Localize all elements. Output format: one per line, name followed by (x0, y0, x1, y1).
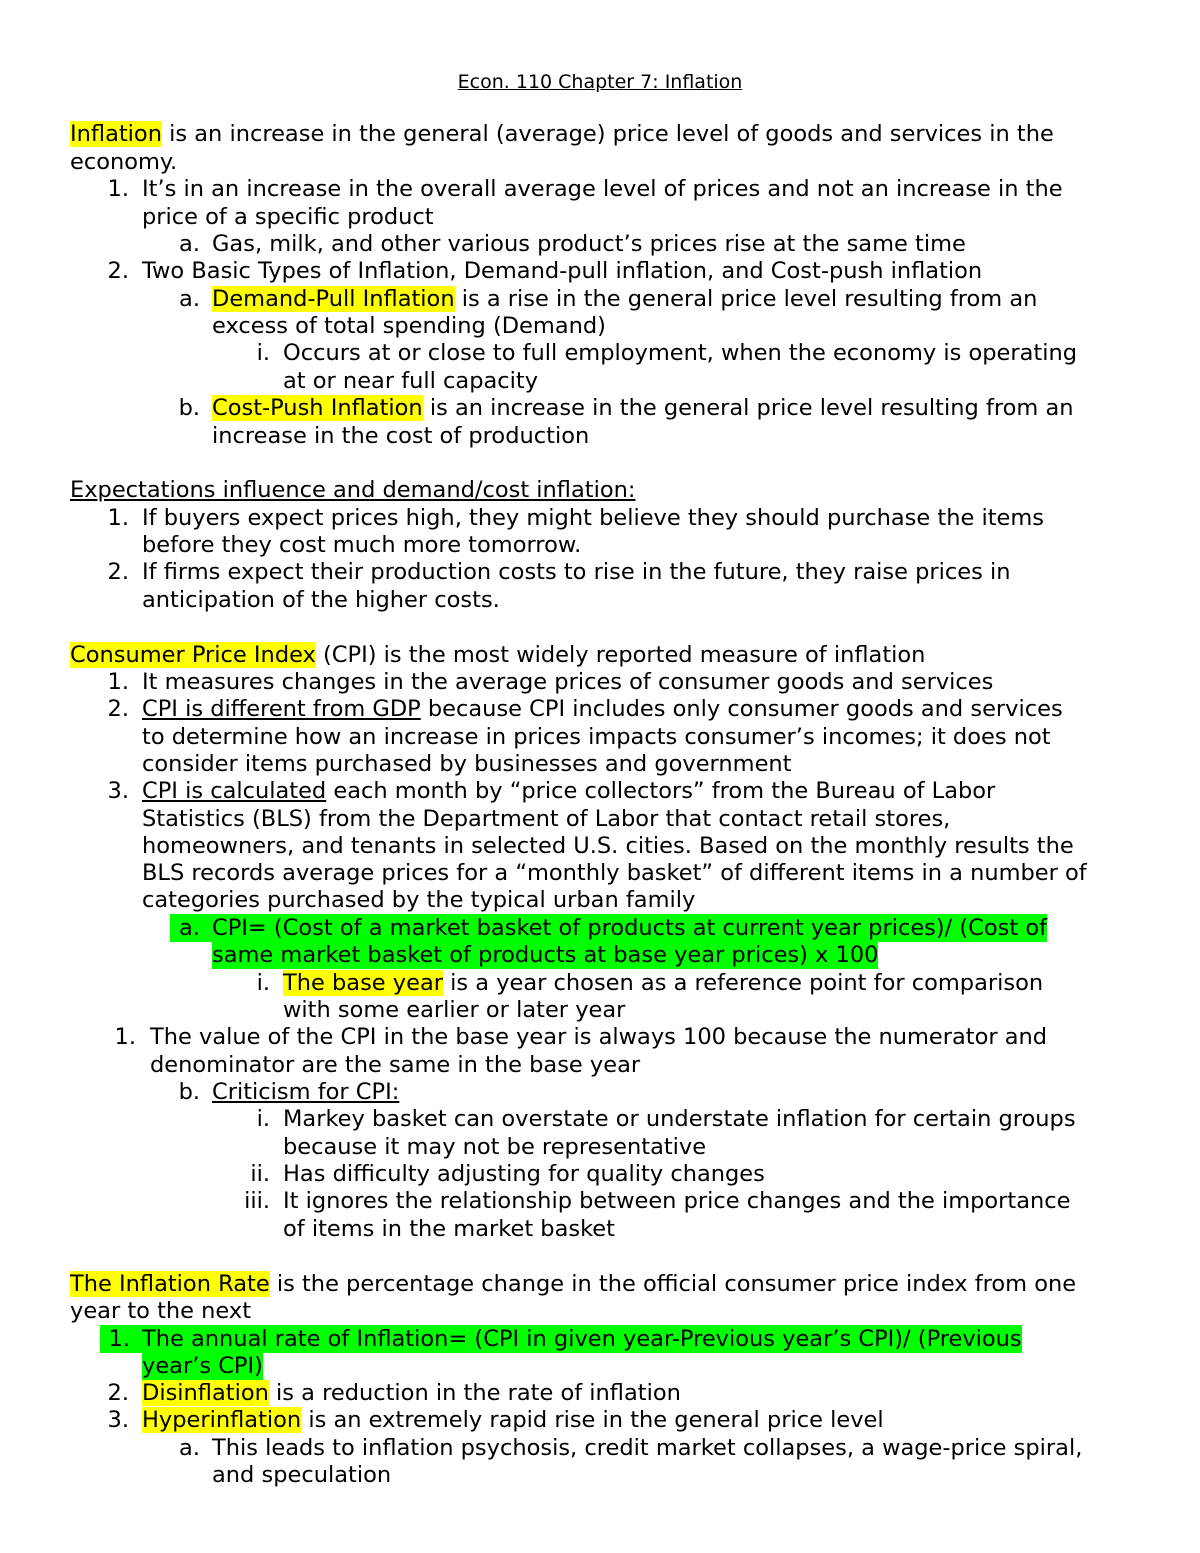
list-item-cont: with some earlier or later year (283, 997, 626, 1023)
list-item-cont: denominator are the same in the base year (150, 1052, 641, 1078)
list-marker: 2. (107, 559, 129, 585)
list-item-cont: Statistics (BLS) from the Department of Labor that contact retail stores, (142, 806, 951, 832)
list-item: Two Basic Types of Inflation, Demand-pull inflation, and Cost-push inflation (142, 258, 983, 284)
list-item-cont: because it may not be representative (283, 1134, 707, 1160)
list-item: CPI is calculated each month by “price collectors” from the Bureau of Labor (142, 778, 996, 804)
list-marker: b. (178, 1079, 200, 1105)
list-item: It measures changes in the average prices of consumer goods and services (142, 669, 994, 695)
section-heading-expectations: Expectations influence and demand/cost inflation: (70, 477, 636, 503)
list-marker: 1. (107, 176, 129, 202)
inflation-rate-formula-cont: year’s CPI) (142, 1353, 263, 1379)
list-item: Markey basket can overstate or understate inflation for certain groups (283, 1106, 1076, 1132)
list-marker: 3. (107, 1407, 129, 1433)
term-cost-push: Cost-Push Inflation (212, 395, 423, 421)
list-item-cont: consider items purchased by businesses and government (142, 751, 792, 777)
list-item-cont: to determine how an increase in prices impacts consumer’s incomes; it does not (142, 724, 1051, 750)
list-marker: 1. (100, 1325, 130, 1353)
text-line: economy. (70, 149, 178, 175)
list-item-cont: of items in the market basket (283, 1216, 615, 1242)
list-marker: 2. (107, 696, 129, 722)
term-inflation: Inflation (70, 121, 162, 147)
list-item: The base year is a year chosen as a reference point for comparison (283, 970, 1044, 996)
list-item: The value of the CPI in the base year is always 100 because the numerator and (150, 1024, 1048, 1050)
document-title: Econ. 110 Chapter 7: Inflation (457, 71, 743, 93)
list-item-cont: increase in the cost of production (212, 423, 590, 449)
list-item-cont: BLS records average prices for a “monthly basket” of different items in a number of (142, 860, 1087, 886)
list-marker: 2. (107, 1380, 129, 1406)
term-demand-pull: Demand-Pull Inflation (212, 286, 455, 312)
list-marker: iii. (244, 1188, 270, 1214)
list-item-cont: anticipation of the higher costs. (142, 587, 500, 613)
cpi-formula: CPI= (Cost of a market basket of products at current year prices)/ (Cost of (200, 914, 1047, 942)
inflation-rate-formula: The annual rate of Inflation= (CPI in given year-Previous year’s CPI)/ (Previous (130, 1325, 1022, 1353)
list-marker: a. (179, 286, 200, 312)
list-marker: 1. (107, 669, 129, 695)
list-marker: i. (256, 970, 270, 996)
list-item: Occurs at or close to full employment, when the economy is operating (283, 340, 1078, 366)
list-marker: b. (178, 395, 200, 421)
term-inflation-rate: The Inflation Rate (70, 1271, 270, 1297)
inflation-definition: Inflation is an increase in the general (average) price level of goods and services in the (70, 121, 1054, 147)
list-item: Disinflation is a reduction in the rate of inflation (142, 1380, 681, 1406)
list-item: This leads to inflation psychosis, credit market collapses, a wage-price spiral, (212, 1435, 1083, 1461)
list-item-cont: at or near full capacity (283, 368, 539, 394)
term-base-year: The base year (283, 970, 443, 996)
list-marker: a. (179, 231, 200, 257)
list-item-cont: price of a specific product (142, 204, 434, 230)
list-marker: 2. (107, 258, 129, 284)
list-item-cont: categories purchased by the typical urban family (142, 887, 696, 913)
term-hyperinflation: Hyperinflation (142, 1407, 302, 1433)
list-marker: ii. (250, 1161, 270, 1187)
text-line: year to the next (70, 1298, 252, 1324)
list-marker: 1. (107, 505, 129, 531)
list-item: Demand-Pull Inflation is a rise in the general price level resulting from an (212, 286, 1038, 312)
list-item: CPI is different from GDP because CPI includes only consumer goods and services (142, 696, 1063, 722)
list-item: It’s in an increase in the overall average level of prices and not an increase in the (142, 176, 1063, 202)
list-item-cont: and speculation (212, 1462, 392, 1488)
list-item: It ignores the relationship between price changes and the importance (283, 1188, 1071, 1214)
list-item-cont: homeowners, and tenants in selected U.S. cities. Based on the monthly results the (142, 833, 1074, 859)
list-marker: a. (179, 1435, 200, 1461)
inflation-rate-definition: The Inflation Rate is the percentage change in the official consumer price index from one (70, 1271, 1077, 1297)
list-marker: 1. (114, 1024, 136, 1050)
list-item: Has difficulty adjusting for quality changes (283, 1161, 765, 1187)
term-cpi: Consumer Price Index (70, 642, 316, 668)
cpi-definition: Consumer Price Index (CPI) is the most widely reported measure of inflation (70, 642, 926, 668)
list-marker: i. (256, 1106, 270, 1132)
list-item: If buyers expect prices high, they might believe they should purchase the items (142, 505, 1045, 531)
list-marker: i. (256, 340, 270, 366)
cpi-formula-cont: same market basket of products at base year prices) x 100 (212, 942, 879, 968)
list-item: Hyperinflation is an extremely rapid rise in the general price level (142, 1407, 884, 1433)
list-item-cont: excess of total spending (Demand) (212, 313, 606, 339)
list-marker: a. (170, 914, 200, 942)
list-item-cont: before they cost much more tomorrow. (142, 532, 582, 558)
list-marker: 3. (107, 778, 129, 804)
term-disinflation: Disinflation (142, 1380, 269, 1406)
list-item: Gas, milk, and other various product’s prices rise at the same time (212, 231, 966, 257)
list-item: Cost-Push Inflation is an increase in the general price level resulting from an (212, 395, 1074, 421)
criticism-heading: Criticism for CPI: (212, 1079, 400, 1105)
list-item: If firms expect their production costs to rise in the future, they raise prices in (142, 559, 1011, 585)
